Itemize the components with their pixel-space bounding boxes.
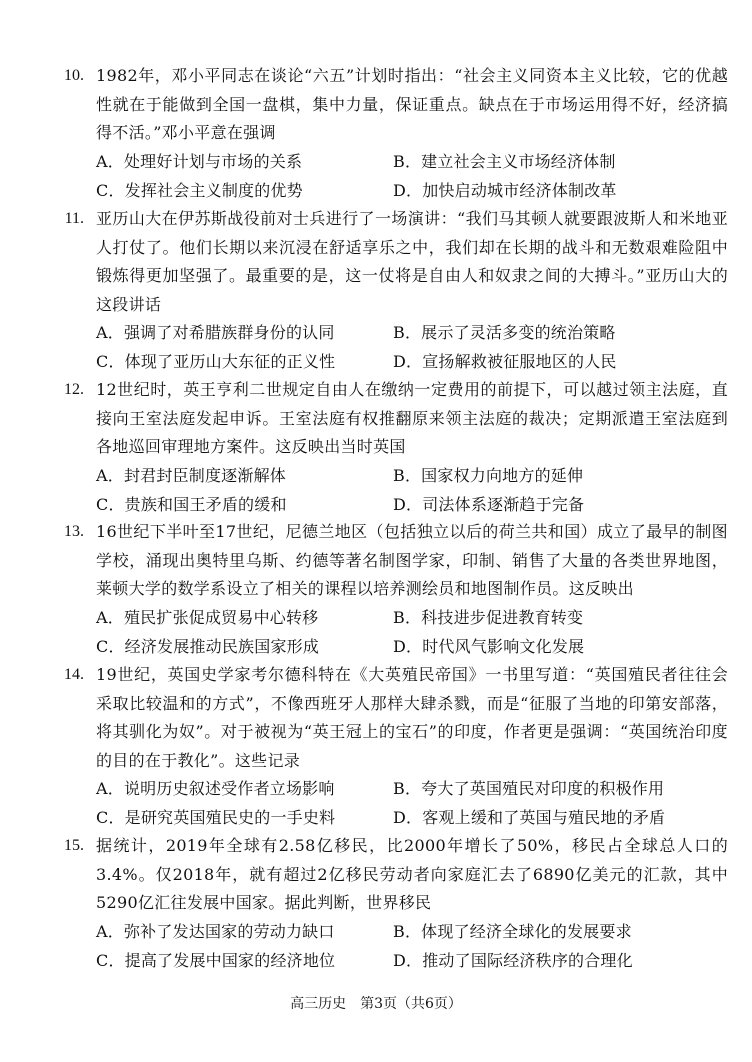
option-text: 经济发展推动民族国家形成 [124,637,320,656]
option-letter: B． [393,152,422,171]
option-letter: A． [96,608,124,627]
option-letter: B． [393,466,422,485]
option-c[interactable] [96,491,287,520]
option-letter: C． [96,495,125,514]
option-d[interactable] [393,177,617,206]
option-a[interactable] [96,604,318,633]
option-a[interactable] [96,319,335,348]
option-text: 封君封臣制度逐渐解体 [123,466,286,485]
option-a[interactable] [96,918,335,947]
option-letter: C． [96,951,125,970]
question-number: 12. [64,381,84,398]
option-text: 时代风气影响文化发展 [422,637,585,656]
question-number: 10. [64,67,84,84]
option-letter: B． [393,922,422,941]
option-text: 建立社会主义市场经济体制 [421,152,616,171]
option-letter: A． [96,779,124,798]
option-text: 体现了经济全球化的发展要求 [421,922,632,941]
question-number: 11. [64,210,84,227]
option-b[interactable] [393,148,616,177]
option-text: 弥补了发达国家的劳动力缺口 [123,922,335,941]
option-text: 展示了灵活多变的统治策略 [421,323,616,342]
option-text: 国家权力向地方的延伸 [421,466,584,485]
option-a[interactable] [96,148,302,177]
option-d[interactable] [393,348,617,377]
option-c[interactable] [96,633,319,662]
option-a[interactable] [96,775,335,804]
option-letter: B． [393,323,422,342]
option-letter: D． [393,352,423,371]
page-footer: 高三历史 第3页（共6页） [290,996,462,1012]
option-text: 客观上缓和了英国与殖民地的矛盾 [422,808,666,827]
option-d[interactable] [393,491,584,520]
question-number: 13. [64,523,84,540]
option-letter: C． [96,637,125,656]
option-text: 发挥社会主义制度的优势 [124,181,303,200]
option-letter: D． [393,181,423,200]
option-b[interactable] [393,604,583,633]
option-letter: C． [96,352,125,371]
option-letter: D． [393,951,423,970]
option-b[interactable] [393,775,664,804]
option-text: 推动了国际经济秩序的合理化 [422,951,633,970]
option-text: 贵族和国王矛盾的缓和 [124,495,287,514]
option-letter: A． [96,922,124,941]
question-stem: 亚历山大在伊苏斯战役前对士兵进行了一场演讲：“我们马其顿人就要跟波斯人和米地亚人打仗了。他们长期以来沉浸在舒适享乐之中，我们却在长期的战斗和无数艰难险阻中锻炼得更加坚强了。最重要的是，这一仗将是自由人和奴隶之间的大搏斗。”亚历山大的这段讲话 [96,209,728,314]
option-letter: D． [393,808,423,827]
option-c[interactable] [96,947,335,976]
option-d[interactable] [393,947,633,976]
question-number: 14. [64,666,84,683]
option-text: 司法体系逐渐趋于完备 [422,495,585,514]
option-text: 加快启动城市经济体制改革 [422,181,617,200]
option-d[interactable] [393,804,665,833]
option-text: 宣扬解救被征服地区的人民 [422,352,617,371]
question-stem: 12世纪时，英王亨利二世规定自由人在缴纳一定费用的前提下，可以越过领主法庭，直接向王室法庭发起申诉。王室法庭有权推翻原来领主法庭的裁决；定期派遣王室法庭到各地巡回审理地方案件。这反映出当时英国 [96,380,728,456]
option-a[interactable] [96,462,286,491]
option-letter: D． [393,495,423,514]
option-d[interactable] [393,633,584,662]
option-letter: A． [96,466,124,485]
option-letter: D． [393,637,423,656]
option-b[interactable] [393,918,632,947]
option-c[interactable] [96,804,335,833]
option-text: 科技进步促进教育转变 [421,608,584,627]
option-text: 体现了亚历山大东征的正义性 [124,352,336,371]
option-text: 说明历史叙述受作者立场影响 [123,779,335,798]
option-letter: C． [96,181,125,200]
question-stem: 据统计，2019年全球有2.58亿移民，比2000年增长了50%，移民占全球总人口的3.4%。仅2018年，就有超过2亿移民劳动者向家庭汇去了6890亿美元的汇款，其中5290亿汇往发展中国家。据此判断，世界移民 [96,836,728,912]
question-stem: 16世纪下半叶至17世纪，尼德兰地区（包括独立以后的荷兰共和国）成立了最早的制图学校，涌现出奥特里乌斯、约德等著名制图学家，印制、销售了大量的各类世界地图，莱顿大学的数学系设立了相关的课程以培养测绘员和地图制作员。这反映出 [96,522,728,598]
option-text: 强调了对希腊族群身份的认同 [123,323,335,342]
option-text: 提高了发展中国家的经济地位 [124,951,336,970]
option-letter: A． [96,323,124,342]
option-letter: B． [393,608,422,627]
option-text: 夸大了英国殖民对印度的积极作用 [421,779,665,798]
question-stem: 1982年，邓小平同志在谈论“六五”计划时指出：“社会主义同资本主义比较，它的优越性就在于能做到全国一盘棋，集中力量，保证重点。缺点在于市场运用得不好，经济搞得不活。”邓小平意在强调 [96,66,728,142]
question-number: 15. [64,837,84,854]
option-text: 是研究英国殖民史的一手史料 [124,808,336,827]
option-text: 处理好计划与市场的关系 [123,152,303,171]
question-stem: 19世纪，英国史学家考尔德科特在《大英殖民帝国》一书里写道：“英国殖民者往往会采取比较温和的方式”，不像西班牙人那样大肆杀戮，而是“征服了当地的印第安部落，将其驯化为奴”。对于被视为“英王冠上的宝石”的印度，作者更是强调：“英国统治印度的目的在于教化”。这些记录 [96,665,728,770]
option-text: 殖民扩张促成贸易中心转移 [123,608,319,627]
option-letter: A． [96,152,124,171]
option-c[interactable] [96,177,303,206]
option-c[interactable] [96,348,335,377]
option-b[interactable] [393,319,616,348]
option-letter: C． [96,808,125,827]
option-b[interactable] [393,462,583,491]
option-letter: B． [393,779,422,798]
